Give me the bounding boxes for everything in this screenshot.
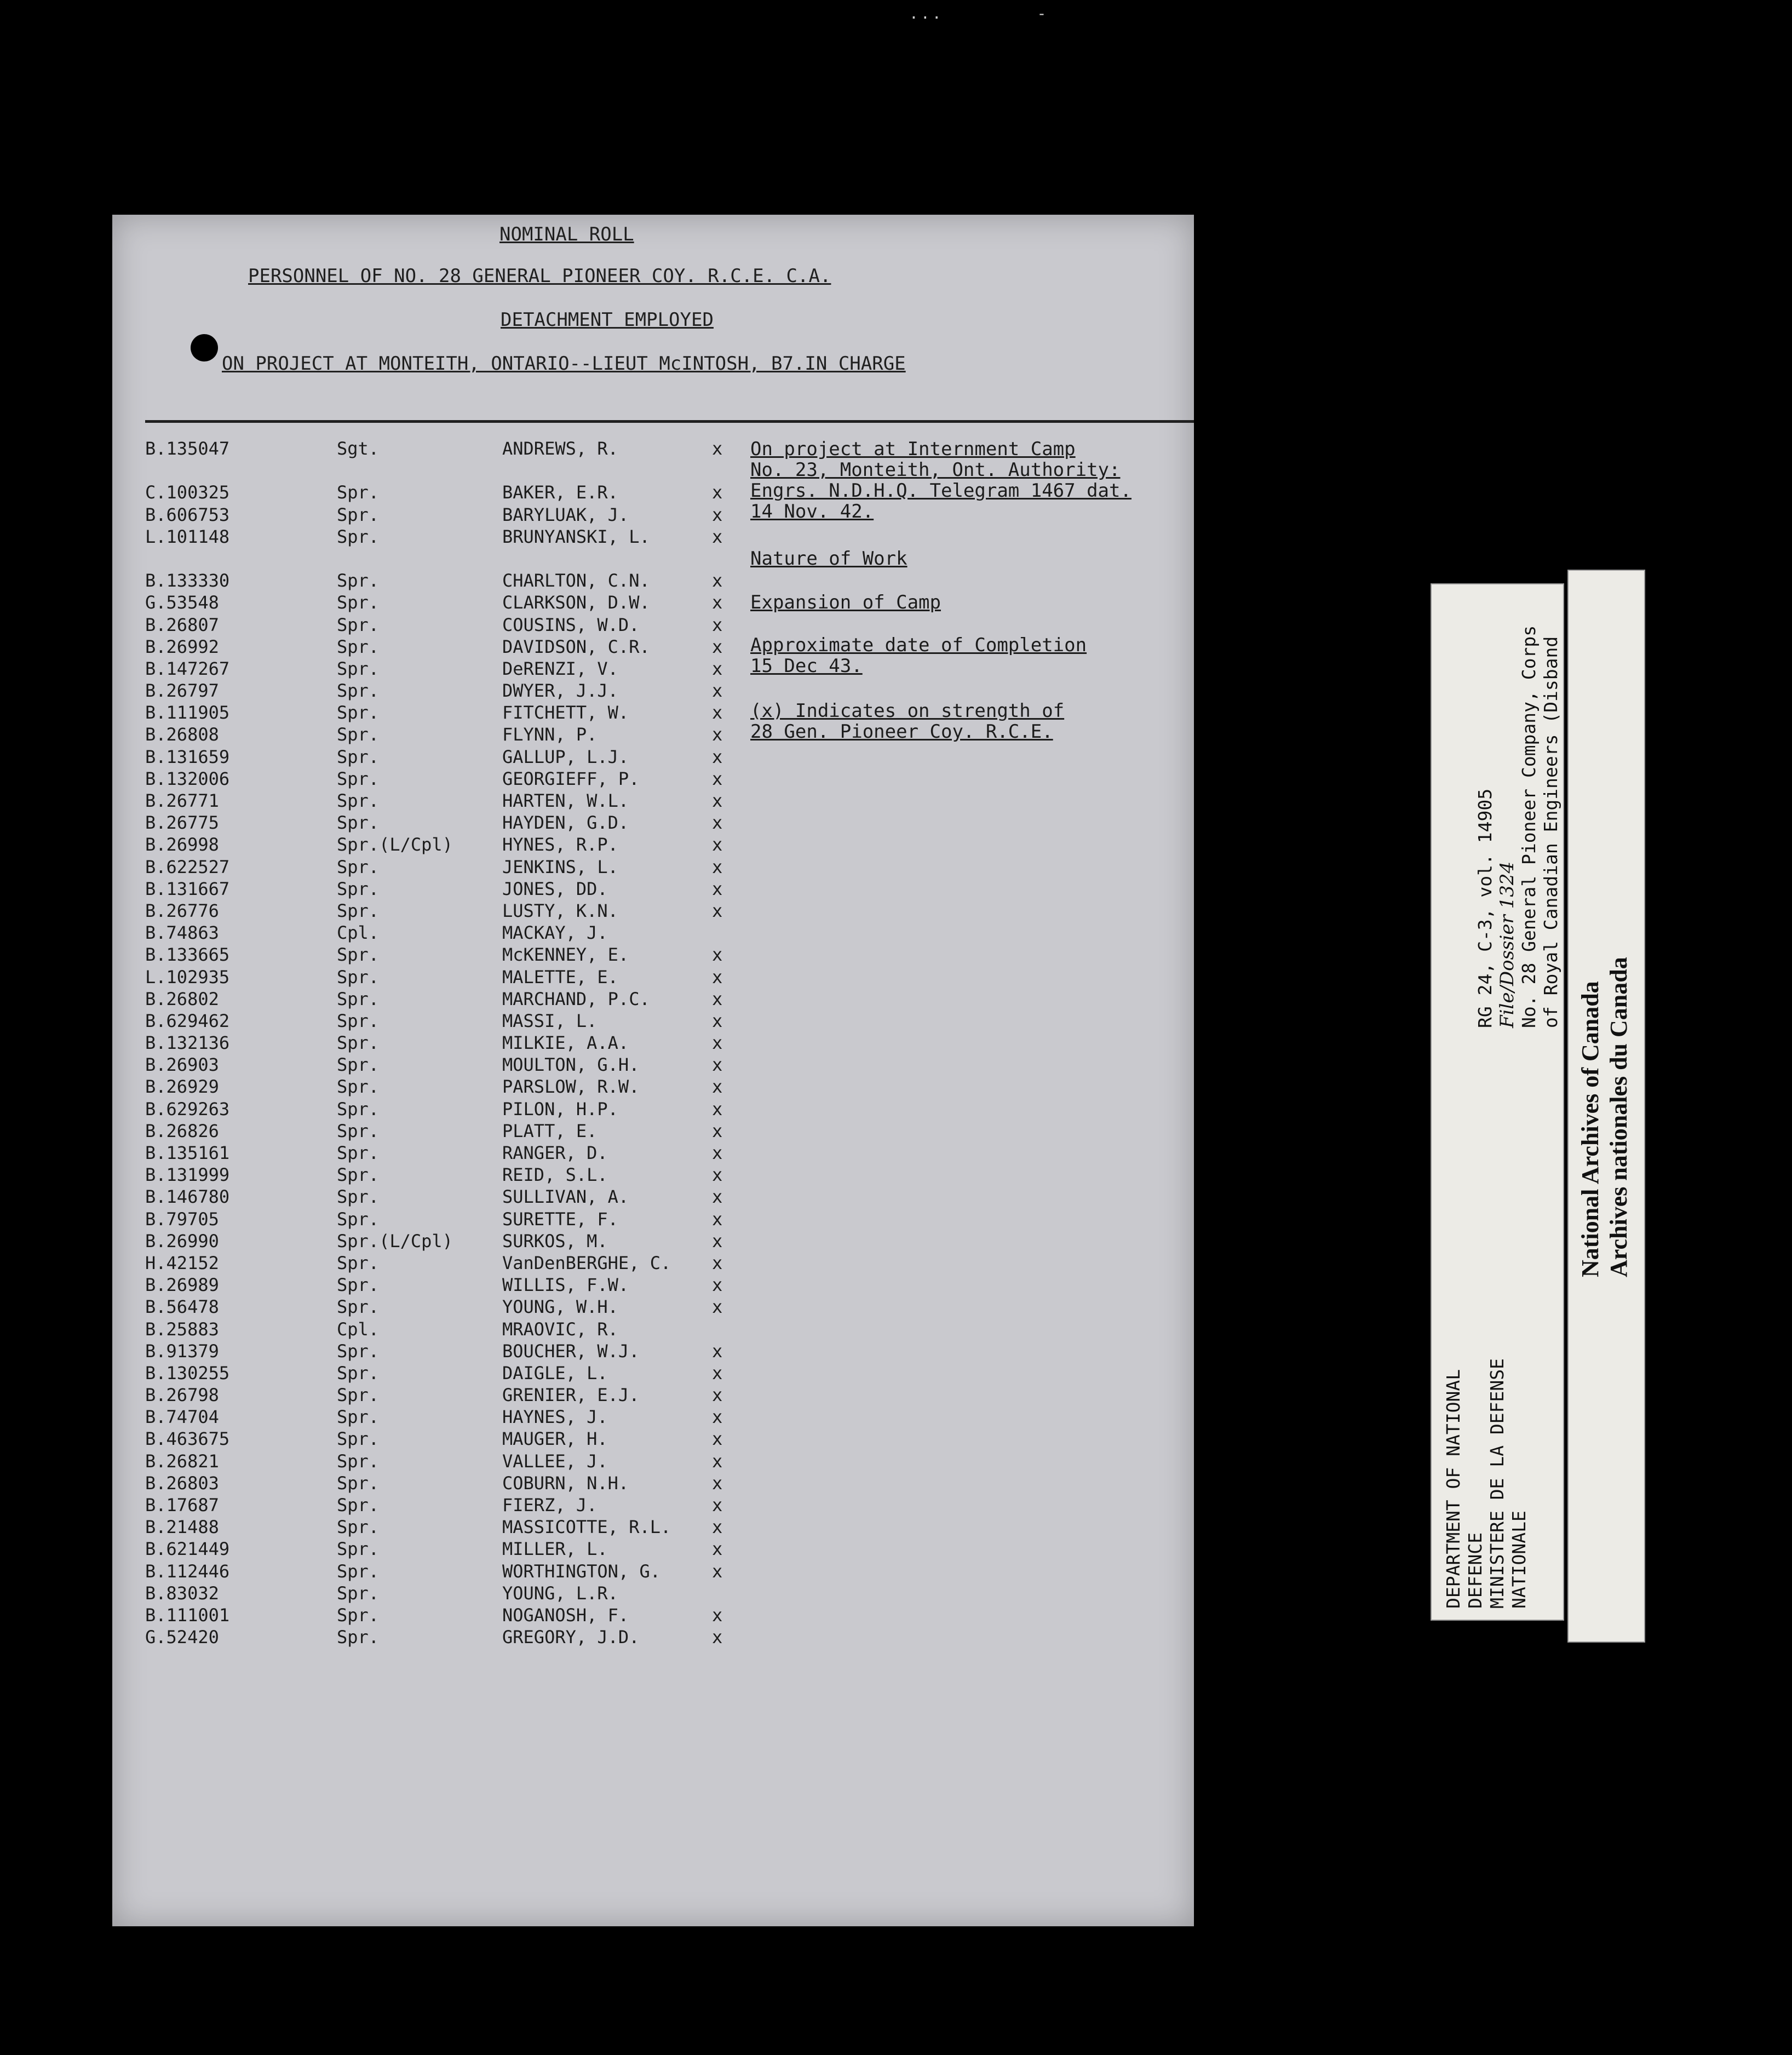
member-name: HAYDEN, G.D. bbox=[502, 812, 629, 834]
service-number: L.101148 bbox=[145, 526, 230, 547]
note-completion-label: Approximate date of Completion bbox=[750, 634, 1087, 656]
department-line: DEFENCE bbox=[1464, 1532, 1486, 1609]
rank: Spr. bbox=[337, 1495, 380, 1516]
member-name: HAYNES, J. bbox=[502, 1407, 608, 1428]
member-name: LUSTY, K.N. bbox=[502, 900, 618, 921]
member-name: FLYNN, P. bbox=[502, 724, 598, 745]
note-project-line: No. 23, Monteith, Ont. Authority: bbox=[750, 459, 1121, 481]
service-number: B.74704 bbox=[145, 1407, 219, 1428]
strength-mark: x bbox=[712, 1428, 723, 1450]
member-name: SURETTE, F. bbox=[502, 1208, 618, 1230]
roll-row bbox=[145, 1517, 857, 1539]
strength-mark: x bbox=[712, 702, 723, 724]
roll-row bbox=[145, 526, 857, 548]
document-title: NOMINAL ROLL bbox=[499, 223, 634, 245]
strength-mark: x bbox=[712, 438, 723, 459]
member-name: COUSINS, W.D. bbox=[502, 614, 640, 635]
member-name: MASSI, L. bbox=[502, 1010, 598, 1031]
member-name: MACKAY, J. bbox=[502, 922, 608, 944]
strength-mark: x bbox=[712, 900, 723, 921]
member-name: GRENIER, E.J. bbox=[502, 1385, 640, 1406]
member-name: BRUNYANSKI, L. bbox=[502, 526, 650, 547]
rank: Spr. bbox=[337, 944, 380, 966]
service-number: B.135161 bbox=[145, 1143, 230, 1163]
member-name: COBURN, N.H. bbox=[502, 1472, 629, 1494]
rank: Spr. bbox=[337, 1076, 380, 1098]
rank: Spr. bbox=[337, 680, 380, 702]
member-name: GREGORY, J.D. bbox=[502, 1627, 640, 1648]
rank: Spr. bbox=[337, 1627, 380, 1648]
record-group: RG 24, C-3, vol. 14905 bbox=[1474, 788, 1496, 1028]
strength-mark: x bbox=[712, 856, 723, 877]
member-name: NOGANOSH, F. bbox=[502, 1604, 629, 1626]
member-name: PILON, H.P. bbox=[502, 1098, 618, 1120]
strength-mark: x bbox=[712, 746, 723, 767]
rank: Spr. bbox=[337, 1560, 380, 1582]
strength-mark: x bbox=[712, 1362, 723, 1384]
header-project: ON PROJECT AT MONTEITH, ONTARIO--LIEUT McINTOSH, B7.IN CHARGE bbox=[222, 353, 906, 375]
note-nature-label: Nature of Work bbox=[750, 548, 908, 570]
nominal-roll-list bbox=[145, 438, 857, 1649]
roll-row bbox=[145, 768, 857, 790]
strength-mark: x bbox=[712, 680, 723, 702]
strength-mark: x bbox=[712, 1208, 723, 1230]
service-number: B.26989 bbox=[145, 1275, 219, 1296]
strength-mark: x bbox=[712, 1340, 723, 1362]
strength-mark: x bbox=[712, 1450, 723, 1472]
member-name: VanDenBERGHE, C. bbox=[502, 1252, 671, 1273]
member-name: MARCHAND, P.C. bbox=[502, 988, 650, 1009]
strength-mark: x bbox=[712, 592, 723, 613]
service-number: B.463675 bbox=[145, 1428, 230, 1450]
rank: Spr. bbox=[337, 878, 380, 899]
service-number: B.21488 bbox=[145, 1517, 219, 1538]
archives-label-card bbox=[1567, 570, 1645, 1643]
service-number: B.74863 bbox=[145, 922, 219, 944]
rank: Spr. bbox=[337, 1054, 380, 1076]
rank: Spr. bbox=[337, 988, 380, 1009]
archive-reference-card bbox=[1431, 583, 1564, 1621]
strength-mark: x bbox=[712, 724, 723, 745]
punch-hole bbox=[191, 334, 218, 361]
service-number: B.112446 bbox=[145, 1560, 230, 1582]
rank: Spr. bbox=[337, 1143, 380, 1163]
rank: Spr. bbox=[337, 812, 380, 834]
roll-row bbox=[145, 834, 857, 856]
roll-row bbox=[145, 1428, 857, 1450]
member-name: HARTEN, W.L. bbox=[502, 790, 629, 811]
member-name: DAIGLE, L. bbox=[502, 1362, 608, 1384]
member-name: WILLIS, F.W. bbox=[502, 1275, 629, 1296]
strength-mark: x bbox=[712, 570, 723, 592]
roll-row bbox=[145, 879, 857, 900]
strength-mark: x bbox=[712, 1472, 723, 1494]
service-number: B.26992 bbox=[145, 636, 219, 657]
roll-row bbox=[145, 747, 857, 768]
rank: Spr.(L/Cpl) bbox=[337, 834, 453, 856]
rank: Spr. bbox=[337, 1186, 380, 1208]
roll-row bbox=[145, 1076, 857, 1098]
service-number: B.621449 bbox=[145, 1539, 230, 1560]
service-number: H.42152 bbox=[145, 1252, 219, 1273]
member-name: DeRENZI, V. bbox=[502, 658, 618, 679]
header-rule bbox=[145, 420, 1194, 423]
rank: Spr. bbox=[337, 1604, 380, 1626]
rank: Spr. bbox=[337, 790, 380, 811]
service-number: B.629462 bbox=[145, 1010, 230, 1031]
member-name: BAKER, E.R. bbox=[502, 482, 618, 503]
rank: Spr. bbox=[337, 1208, 380, 1230]
roll-row bbox=[145, 1605, 857, 1627]
rank: Spr. bbox=[337, 482, 380, 503]
member-name: JONES, DD. bbox=[502, 878, 608, 899]
member-name: GALLUP, L.J. bbox=[502, 746, 629, 767]
strength-mark: x bbox=[712, 1296, 723, 1318]
header-unit: PERSONNEL OF NO. 28 GENERAL PIONEER COY. R.C.E. C.A. bbox=[248, 265, 831, 287]
roll-row bbox=[145, 1253, 857, 1275]
rank: Spr. bbox=[337, 1582, 380, 1604]
member-name: MASSICOTTE, R.L. bbox=[502, 1517, 671, 1538]
archives-name-en: National Archives of Canada bbox=[1577, 981, 1604, 1277]
roll-row bbox=[145, 1341, 857, 1363]
service-number: B.26802 bbox=[145, 988, 219, 1009]
service-number: B.83032 bbox=[145, 1582, 219, 1604]
strength-mark: x bbox=[712, 966, 723, 988]
scan-marks bbox=[909, 4, 1130, 22]
rank: Sgt. bbox=[337, 438, 380, 459]
member-name: DWYER, J.J. bbox=[502, 680, 618, 702]
service-number: B.79705 bbox=[145, 1208, 219, 1230]
member-name: MRAOVIC, R. bbox=[502, 1318, 618, 1340]
rank: Spr. bbox=[337, 1032, 380, 1054]
archives-name-fr: Archives nationales du Canada bbox=[1605, 957, 1632, 1277]
department-label bbox=[1443, 1358, 1530, 1609]
roll-row bbox=[145, 1186, 857, 1208]
roll-row bbox=[145, 1407, 857, 1428]
strength-mark: x bbox=[712, 1054, 723, 1076]
roll-row bbox=[145, 1296, 857, 1318]
roll-row bbox=[145, 1627, 857, 1649]
strength-mark: x bbox=[712, 1076, 723, 1098]
note-completion-value: 15 Dec 43. bbox=[750, 655, 863, 677]
strength-mark: x bbox=[712, 504, 723, 525]
roll-row bbox=[145, 1451, 857, 1473]
strength-mark: x bbox=[712, 1495, 723, 1516]
note-project-line: On project at Internment Camp bbox=[750, 438, 1076, 460]
rank: Spr. bbox=[337, 1340, 380, 1362]
service-number: B.26903 bbox=[145, 1054, 219, 1076]
service-number: B.135047 bbox=[145, 438, 230, 459]
service-number: B.629263 bbox=[145, 1098, 230, 1120]
roll-row bbox=[145, 1473, 857, 1495]
rank: Spr. bbox=[337, 1275, 380, 1296]
strength-mark: x bbox=[712, 1164, 723, 1186]
member-name: HYNES, R.P. bbox=[502, 834, 618, 856]
rank: Spr. bbox=[337, 570, 380, 592]
member-name: MILKIE, A.A. bbox=[502, 1032, 629, 1054]
service-number: G.52420 bbox=[145, 1627, 219, 1648]
note-project-line: Engrs. N.D.H.Q. Telegram 1467 dat. bbox=[750, 480, 1132, 502]
strength-mark: x bbox=[712, 1407, 723, 1428]
strength-mark: x bbox=[712, 1186, 723, 1208]
service-number: B.111905 bbox=[145, 702, 230, 724]
member-name: SURKOS, M. bbox=[502, 1230, 608, 1252]
service-number: B.26803 bbox=[145, 1472, 219, 1494]
roll-row bbox=[145, 615, 857, 636]
service-number: B.131659 bbox=[145, 746, 230, 767]
roll-row bbox=[145, 1209, 857, 1231]
member-name: SULLIVAN, A. bbox=[502, 1186, 629, 1208]
roll-row bbox=[145, 857, 857, 879]
service-number: B.147267 bbox=[145, 658, 230, 679]
file-description: No. 28 General Pioneer Company, Corps bbox=[1518, 625, 1540, 1028]
file-description: of Royal Canadian Engineers (Disband bbox=[1540, 636, 1561, 1028]
member-name: DAVIDSON, C.R. bbox=[502, 636, 650, 657]
service-number: B.133665 bbox=[145, 944, 230, 966]
scan-mark: ... bbox=[909, 4, 944, 22]
member-name: MOULTON, G.H. bbox=[502, 1054, 640, 1076]
strength-mark: x bbox=[712, 790, 723, 811]
roll-row bbox=[145, 812, 857, 834]
member-name: MALETTE, E. bbox=[502, 966, 618, 988]
rank: Spr. bbox=[337, 1450, 380, 1472]
service-number: B.91379 bbox=[145, 1340, 219, 1362]
rank: Spr. bbox=[337, 636, 380, 657]
rank: Cpl. bbox=[337, 1318, 380, 1340]
rank: Spr. bbox=[337, 966, 380, 988]
roll-row bbox=[145, 1143, 857, 1164]
strength-mark: x bbox=[712, 988, 723, 1009]
service-number: B.111001 bbox=[145, 1604, 230, 1626]
service-number: B.26797 bbox=[145, 680, 219, 702]
strength-mark: x bbox=[712, 1517, 723, 1538]
roll-row bbox=[145, 1011, 857, 1032]
rank: Spr. bbox=[337, 1362, 380, 1384]
roll-row bbox=[145, 989, 857, 1011]
strength-mark: x bbox=[712, 944, 723, 966]
service-number: B.56478 bbox=[145, 1296, 219, 1318]
rank: Spr. bbox=[337, 900, 380, 921]
note-project-line: 14 Nov. 42. bbox=[750, 501, 874, 523]
member-name: ANDREWS, R. bbox=[502, 438, 618, 459]
service-number: B.26776 bbox=[145, 900, 219, 921]
rank: Spr. bbox=[337, 1252, 380, 1273]
member-name: CLARKSON, D.W. bbox=[502, 592, 650, 613]
roll-row bbox=[145, 680, 857, 702]
rank: Spr. bbox=[337, 1472, 380, 1494]
roll-row bbox=[145, 790, 857, 812]
strength-mark: x bbox=[712, 1539, 723, 1560]
roll-row bbox=[145, 944, 857, 966]
note-nature-value: Expansion of Camp bbox=[750, 592, 941, 613]
roll-row bbox=[145, 967, 857, 989]
document-page bbox=[112, 215, 1194, 1926]
strength-mark: x bbox=[712, 1627, 723, 1648]
rank: Spr. bbox=[337, 1428, 380, 1450]
department-line: DEPARTMENT OF NATIONAL bbox=[1443, 1369, 1464, 1609]
strength-mark: x bbox=[712, 1560, 723, 1582]
service-number: B.17687 bbox=[145, 1495, 219, 1516]
rank: Spr. bbox=[337, 1539, 380, 1560]
member-name: JENKINS, L. bbox=[502, 856, 618, 877]
member-name: FIERZ, J. bbox=[502, 1495, 598, 1516]
strength-mark: x bbox=[712, 1010, 723, 1031]
rank: Spr.(L/Cpl) bbox=[337, 1230, 453, 1252]
member-name: REID, S.L. bbox=[502, 1164, 608, 1186]
roll-row bbox=[145, 1275, 857, 1296]
roll-row bbox=[145, 900, 857, 922]
roll-row bbox=[145, 1385, 857, 1407]
strength-mark: x bbox=[712, 1143, 723, 1163]
member-name: CHARLTON, C.N. bbox=[502, 570, 650, 592]
record-reference bbox=[1474, 625, 1562, 1028]
service-number: B.146780 bbox=[145, 1186, 230, 1208]
service-number: B.26821 bbox=[145, 1450, 219, 1472]
member-name: WORTHINGTON, G. bbox=[502, 1560, 660, 1582]
strength-mark: x bbox=[712, 812, 723, 834]
roll-row bbox=[145, 1319, 857, 1341]
service-number: B.133330 bbox=[145, 570, 230, 592]
roll-row bbox=[145, 1032, 857, 1054]
rank: Spr. bbox=[337, 746, 380, 767]
service-number: C.100325 bbox=[145, 482, 230, 503]
strength-mark: x bbox=[712, 614, 723, 635]
file-number: File/Dossier 1324 bbox=[1496, 861, 1518, 1028]
rank: Spr. bbox=[337, 1120, 380, 1141]
rank: Spr. bbox=[337, 768, 380, 789]
note-legend: (x) Indicates on strength of bbox=[750, 700, 1065, 722]
strength-mark: x bbox=[712, 658, 723, 679]
rank: Spr. bbox=[337, 702, 380, 724]
rank: Spr. bbox=[337, 1407, 380, 1428]
strength-mark: x bbox=[712, 1230, 723, 1252]
service-number: B.132006 bbox=[145, 768, 230, 789]
roll-row bbox=[145, 1164, 857, 1186]
rank: Spr. bbox=[337, 1517, 380, 1538]
rank: Spr. bbox=[337, 614, 380, 635]
service-number: B.26807 bbox=[145, 614, 219, 635]
member-name: BOUCHER, W.J. bbox=[502, 1340, 640, 1362]
roll-row bbox=[145, 1054, 857, 1076]
roll-row bbox=[145, 1121, 857, 1143]
service-number: B.606753 bbox=[145, 504, 230, 525]
department-line: NATIONALE bbox=[1508, 1511, 1530, 1609]
rank: Spr. bbox=[337, 856, 380, 877]
member-name: PLATT, E. bbox=[502, 1120, 598, 1141]
strength-mark: x bbox=[712, 636, 723, 657]
roll-row bbox=[145, 922, 857, 944]
strength-mark: x bbox=[712, 1120, 723, 1141]
strength-mark: x bbox=[712, 482, 723, 503]
service-number: L.102935 bbox=[145, 966, 230, 988]
service-number: B.131667 bbox=[145, 878, 230, 899]
service-number: B.26771 bbox=[145, 790, 219, 811]
strength-mark: x bbox=[712, 768, 723, 789]
member-name: YOUNG, W.H. bbox=[502, 1296, 618, 1318]
roll-row bbox=[145, 1561, 857, 1583]
strength-mark: x bbox=[712, 526, 723, 547]
member-name: MAUGER, H. bbox=[502, 1428, 608, 1450]
strength-mark: x bbox=[712, 1275, 723, 1296]
rank: Spr. bbox=[337, 1164, 380, 1186]
member-name: BARYLUAK, J. bbox=[502, 504, 629, 525]
rank: Spr. bbox=[337, 724, 380, 745]
roll-row bbox=[145, 1495, 857, 1517]
service-number: G.53548 bbox=[145, 592, 219, 613]
scan-mark: - bbox=[1037, 4, 1049, 22]
rank: Spr. bbox=[337, 1098, 380, 1120]
strength-mark: x bbox=[712, 1098, 723, 1120]
service-number: B.130255 bbox=[145, 1362, 230, 1384]
department-line: MINISTERE DE LA DEFENSE bbox=[1486, 1358, 1508, 1609]
strength-mark: x bbox=[712, 834, 723, 856]
member-name: MILLER, L. bbox=[502, 1539, 608, 1560]
rank: Spr. bbox=[337, 1010, 380, 1031]
service-number: B.132136 bbox=[145, 1032, 230, 1054]
roll-row bbox=[145, 1539, 857, 1560]
roll-row bbox=[145, 1363, 857, 1385]
roll-row bbox=[145, 570, 857, 592]
rank: Cpl. bbox=[337, 922, 380, 944]
strength-mark: x bbox=[712, 1604, 723, 1626]
strength-mark: x bbox=[712, 878, 723, 899]
strength-mark: x bbox=[712, 1385, 723, 1406]
roll-row bbox=[145, 1099, 857, 1121]
member-name: McKENNEY, E. bbox=[502, 944, 629, 966]
rank: Spr. bbox=[337, 1385, 380, 1406]
strength-mark: x bbox=[712, 1252, 723, 1273]
service-number: B.26808 bbox=[145, 724, 219, 745]
strength-mark: x bbox=[712, 1032, 723, 1054]
service-number: B.622527 bbox=[145, 856, 230, 877]
rank: Spr. bbox=[337, 592, 380, 613]
rank: Spr. bbox=[337, 658, 380, 679]
service-number: B.26775 bbox=[145, 812, 219, 834]
archives-name bbox=[1576, 957, 1633, 1277]
member-name: YOUNG, L.R. bbox=[502, 1582, 618, 1604]
service-number: B.26826 bbox=[145, 1120, 219, 1141]
member-name: GEORGIEFF, P. bbox=[502, 768, 640, 789]
member-name: FITCHETT, W. bbox=[502, 702, 629, 724]
rank: Spr. bbox=[337, 526, 380, 547]
note-legend: 28 Gen. Pioneer Coy. R.C.E. bbox=[750, 721, 1053, 743]
rank: Spr. bbox=[337, 504, 380, 525]
service-number: B.26990 bbox=[145, 1230, 219, 1252]
roll-row bbox=[145, 1231, 857, 1253]
rank: Spr. bbox=[337, 1296, 380, 1318]
service-number: B.26929 bbox=[145, 1076, 219, 1098]
roll-row bbox=[145, 1583, 857, 1605]
service-number: B.25883 bbox=[145, 1318, 219, 1340]
header-detachment: DETACHMENT EMPLOYED bbox=[501, 309, 714, 331]
member-name: PARSLOW, R.W. bbox=[502, 1076, 640, 1098]
member-name: VALLEE, J. bbox=[502, 1450, 608, 1472]
service-number: B.26998 bbox=[145, 834, 219, 856]
service-number: B.131999 bbox=[145, 1164, 230, 1186]
member-name: RANGER, D. bbox=[502, 1143, 608, 1163]
service-number: B.26798 bbox=[145, 1385, 219, 1406]
